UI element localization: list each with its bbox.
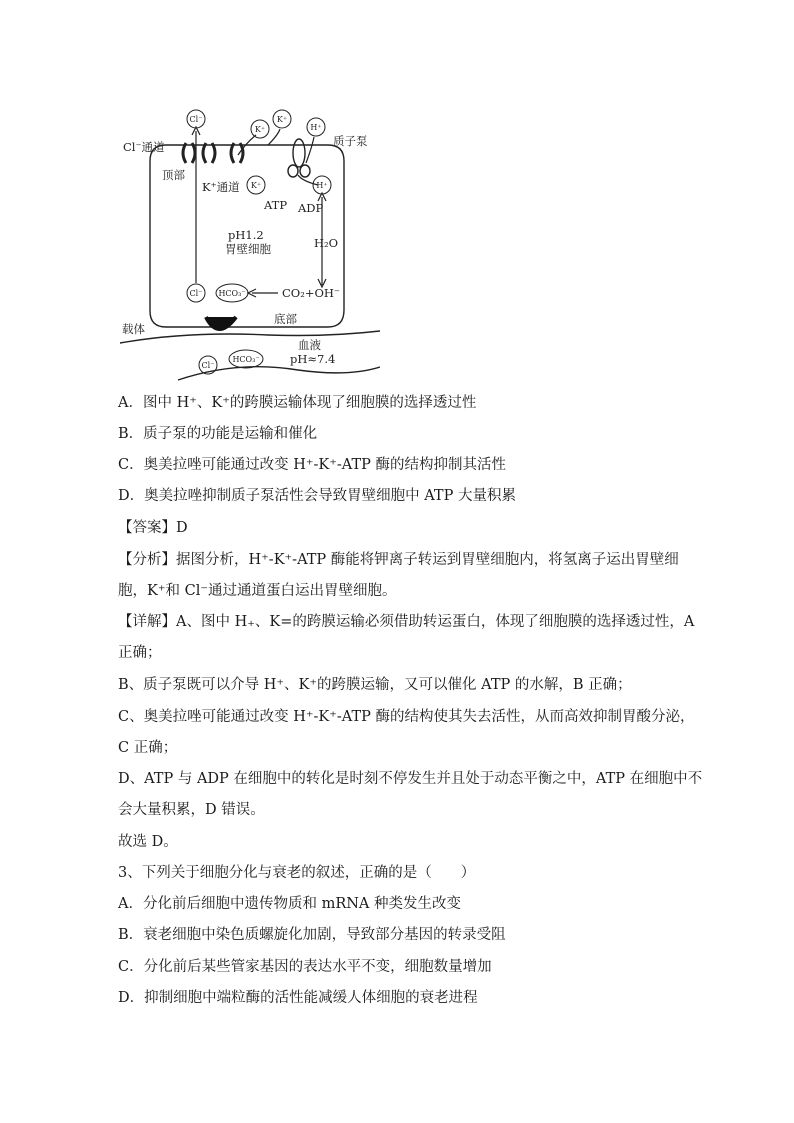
detail-line-4: C、奥美拉唑可能通过改变 H⁺-K⁺-ATP 酶的结构使其失去活性，从而高效抑制胃酸分泌，	[118, 709, 695, 725]
label-carrier: 载体	[122, 322, 145, 336]
ion-hco3-blood: HCO₃⁻	[232, 355, 260, 364]
q3-option-c: C．分化前后某些管家基因的表达水平不变，细胞数量增加	[118, 959, 492, 975]
option-c: C．奥美拉唑可能通过改变 H⁺-K⁺-ATP 酶的结构抑制其活性	[118, 457, 507, 473]
ion-cl-top: Cl⁻	[189, 115, 203, 124]
analysis-line-2: 胞，K⁺和 Cl⁻通过通道蛋白运出胃壁细胞。	[118, 583, 397, 599]
ion-cl-cell: Cl⁻	[189, 289, 203, 298]
label-blood: 血液	[298, 338, 321, 352]
ion-cl-blood: Cl⁻	[201, 361, 215, 370]
detail-line-3: B、质子泵既可以介导 H⁺、K⁺的跨膜运输，又可以催化 ATP 的水解，B 正确；	[118, 677, 632, 693]
ion-h-top: H⁺	[310, 123, 322, 132]
ion-h-2: H⁺	[316, 181, 328, 190]
q3-option-b: B．衰老细胞中染色质螺旋化加剧，导致部分基因的转录受阻	[118, 927, 506, 943]
option-b: B．质子泵的功能是运输和催化	[118, 426, 318, 442]
label-cl-channel: Cl⁻通道	[123, 140, 165, 154]
ion-k-1: K⁺	[254, 125, 266, 134]
diagram-svg	[118, 105, 380, 385]
k-channel-shape	[203, 143, 243, 163]
label-ph-blood: pH≈7.4	[290, 352, 336, 366]
label-basal: 底部	[274, 312, 297, 326]
label-k-channel: K⁺通道	[202, 180, 240, 194]
cl-channel-shape	[183, 143, 195, 163]
label-apical: 顶部	[162, 168, 185, 182]
label-water: H₂O	[314, 236, 339, 250]
detail-line-2: 正确；	[118, 645, 162, 661]
blood-vessel	[120, 331, 380, 343]
detail-line-1: 【详解】A、图中 H₊、K=的跨膜运输必须借助转运蛋白，体现了细胞膜的选择透过性，A	[118, 614, 695, 630]
detail-line-6: D、ATP 与 ADP 在细胞中的转化是时刻不停发生并且处于动态平衡之中，ATP 在细胞中不	[118, 771, 703, 787]
label-co2-oh: CO₂+OH⁻	[282, 286, 340, 300]
label-adp: ADP	[298, 201, 324, 215]
label-cell-name: 胃壁细胞	[225, 242, 271, 256]
answer-line: 【答案】D	[118, 520, 188, 536]
label-ph-cell: pH1.2	[228, 228, 264, 242]
detail-line-5: C 正确；	[118, 740, 178, 756]
parietal-cell-diagram	[118, 105, 380, 385]
detail-line-7: 会大量积累，D 错误。	[118, 802, 265, 818]
label-proton-pump: 质子泵	[333, 134, 368, 148]
q3-option-d: D．抑制细胞中端粒酶的活性能减缓人体细胞的衰老进程	[118, 990, 478, 1006]
label-atp: ATP	[264, 198, 288, 212]
ion-k-2: K⁺	[276, 115, 288, 124]
option-d: D．奥美拉唑抑制质子泵活性会导致胃壁细胞中 ATP 大量积累	[118, 488, 516, 504]
ion-k-3: K⁺	[250, 181, 262, 190]
option-a: A．图中 H⁺、K⁺的跨膜运输体现了细胞膜的选择透过性	[118, 395, 477, 411]
ion-hco3-cell: HCO₃⁻	[218, 289, 246, 298]
analysis-line-1: 【分析】据图分析，H⁺-K⁺-ATP 酶能将钾离子转运到胃壁细胞内，将氢离子运出胃壁细	[118, 552, 679, 568]
question-3-stem: 3、下列关于细胞分化与衰老的叙述，正确的是（ ）	[118, 865, 476, 881]
q3-option-a: A．分化前后细胞中遗传物质和 mRNA 种类发生改变	[118, 896, 462, 912]
conclusion-line: 故选 D。	[118, 834, 178, 850]
